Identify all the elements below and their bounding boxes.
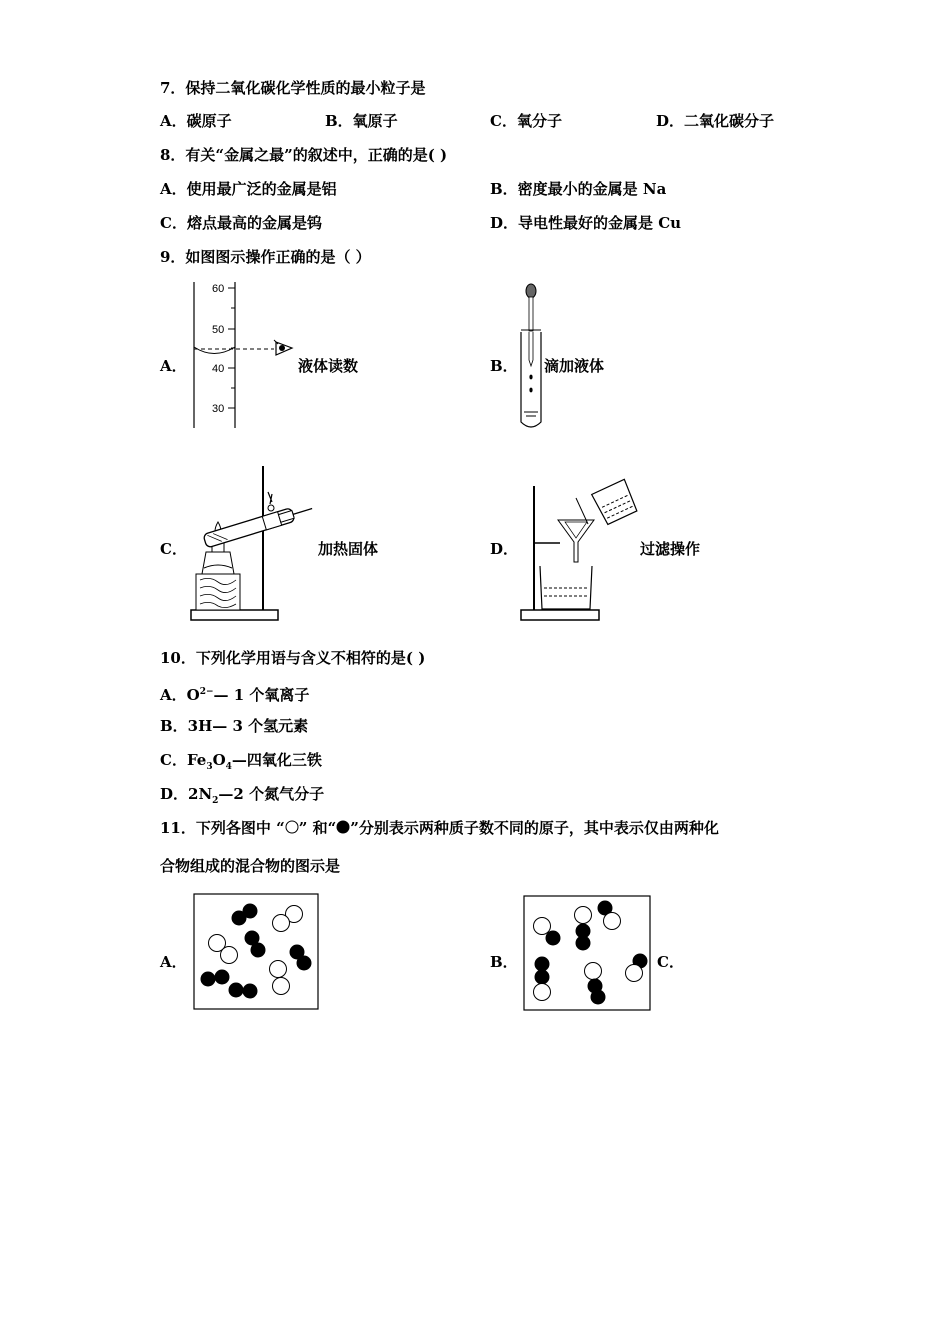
q9-option-a-letter: A． <box>160 357 187 375</box>
q8-option-a: A．使用最广泛的金属是铝 <box>160 180 337 198</box>
eye-icon <box>274 340 292 355</box>
q11-option-c-letter: C． <box>657 953 684 971</box>
q7-option-a: A．碳原子 <box>160 112 232 130</box>
q10-option-a: A．$O^{2-}—$ 1 个氧离子 <box>160 686 310 704</box>
cylinder-tick-30: 30 <box>212 403 225 415</box>
white-atom-icon <box>285 820 299 834</box>
q11-stem-line2: 合物组成的混合物的图示是 <box>160 857 341 875</box>
black-atom-icon <box>336 820 350 834</box>
heating-solid-apparatus-figure <box>188 462 318 624</box>
q8-option-b: B．密度最小的金属是 Na <box>490 180 667 198</box>
q7-stem: 7．保持二氧化碳化学性质的最小粒子是 <box>160 79 426 97</box>
q10-option-d: D．$2N_2—2$ 个氮气分子 <box>160 785 325 806</box>
q9-option-b-caption: 滴加液体 <box>544 357 605 375</box>
q7-option-b: B．氧原子 <box>325 112 398 130</box>
q10-stem: 10．下列化学用语与含义不相符的是( ) <box>160 649 426 667</box>
q9-option-a-caption: 液体读数 <box>298 357 359 375</box>
q8-option-c: C．熔点最高的金属是钨 <box>160 214 322 232</box>
cylinder-tick-40: 40 <box>212 363 225 375</box>
q9-option-d-letter: D． <box>490 540 519 558</box>
q10-option-c: C．$Fe_3O_4—$四氧化三铁 <box>160 751 322 772</box>
q9-stem: 9．如图图示操作正确的是（ ） <box>160 248 371 266</box>
q8-stem: 8．有关“金属之最”的叙述中，正确的是( ) <box>160 146 448 164</box>
q9-option-d-caption: 过滤操作 <box>640 540 701 558</box>
cylinder-tick-50: 50 <box>212 324 225 336</box>
q7-option-c: C．氧分子 <box>490 112 562 130</box>
q9-option-c-letter: C． <box>160 540 187 558</box>
q8-option-d: D．导电性最好的金属是 Cu <box>490 214 682 232</box>
q11-option-a-letter: A． <box>160 953 187 971</box>
cylinder-tick-60: 60 <box>212 283 225 295</box>
filtration-apparatus-figure <box>518 478 640 624</box>
q11-diagram-a <box>193 893 320 1011</box>
q11-diagram-b <box>522 895 652 1012</box>
q11-option-b-letter: B． <box>490 953 518 971</box>
q9-option-c-caption: 加热固体 <box>318 540 379 558</box>
graduated-cylinder-figure <box>188 278 308 433</box>
dropper-test-tube-figure <box>515 282 547 432</box>
q9-option-b-letter: B． <box>490 357 518 375</box>
q11-stem: 11．下列各图中 “ ” 和“ ”分别表示两种质子数不同的原子，其中表示仅由两种化 <box>160 819 719 837</box>
q7-option-d: D．二氧化碳分子 <box>656 112 775 130</box>
q10-option-b: B．3H— 3 个氢元素 <box>160 717 309 735</box>
